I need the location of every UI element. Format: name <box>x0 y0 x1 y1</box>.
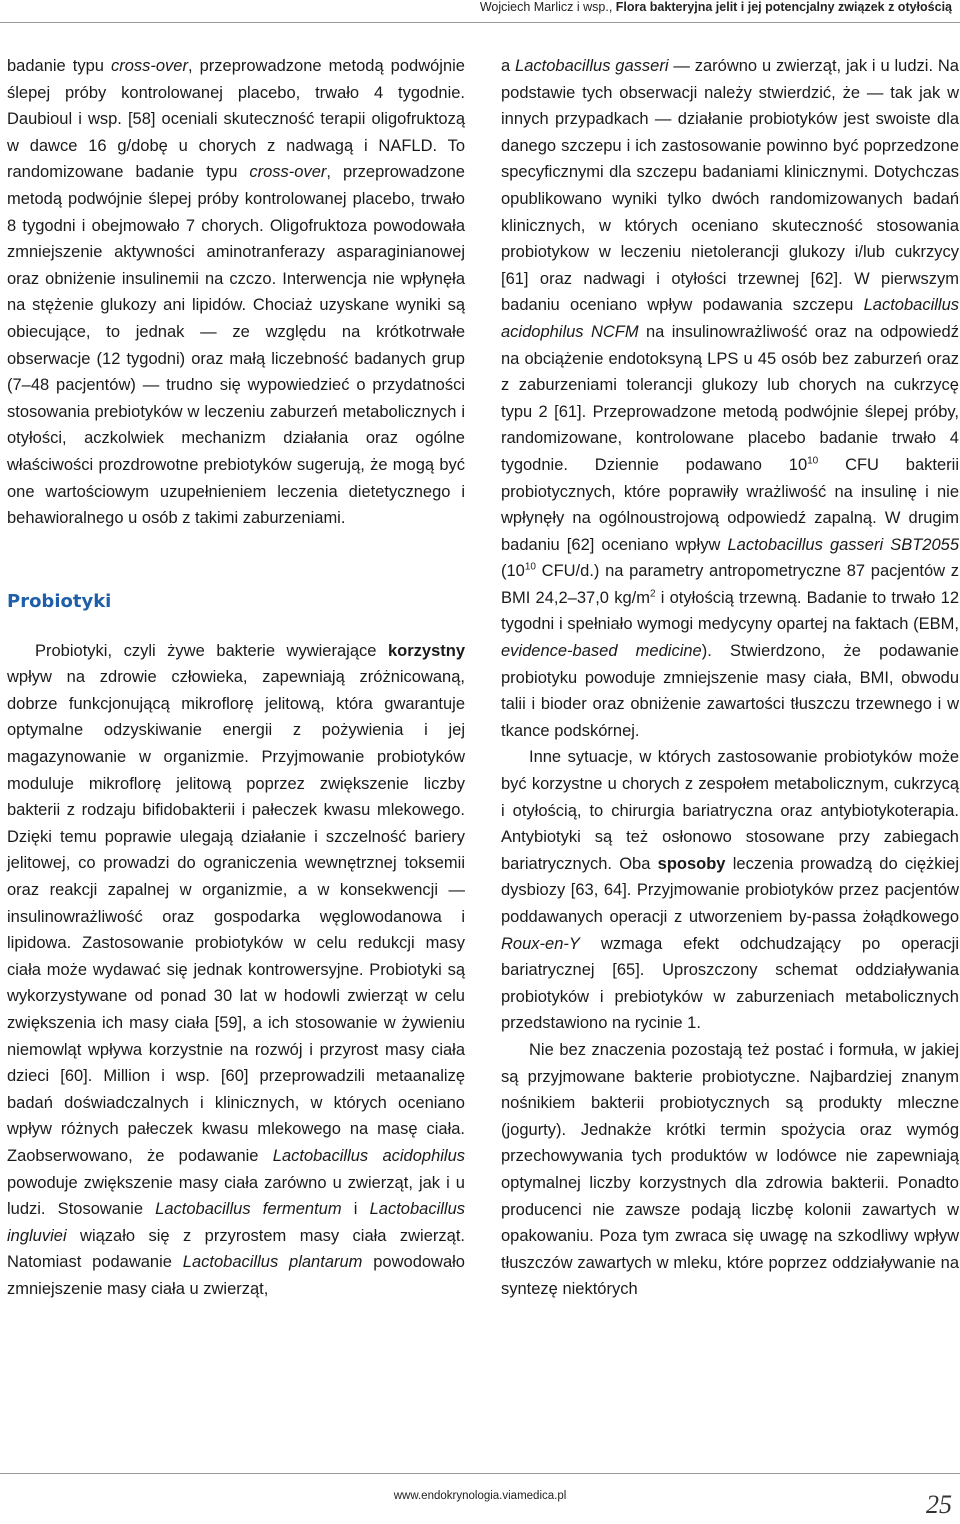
body-paragraph: a Lactobacillus gasseri — zarówno u zwierząt, jak i u ludzi. Na podstawie tych obserwacji należy stwierdzić, że — tak jak w innych przypadkach — działanie probiotyków jest swoiste dla danego szczepu i ich zastosowanie powinno być poprzedzone specyficznymi dla szczepu badaniami klinicznymi. Dotychczas opublikowano wyniki tylko dwóch randomizowanych badań klinicznych, w których oceniano skuteczność stosowania probiotykow w leczeniu nietolerancji glukozy i/lub cukrzycy [61] oraz nadwagi i otyłości trzewnej [62]. W pierwszym badaniu oceniano wpływ podawania szczepu Lactobacillus acidophilus NCFM na insulinowrażliwość oraz na odpowiedź na obciążenie endotoksyną LPS u 45 osób bez zaburzeń oraz z zaburzeniami tolerancji glukozy lub chorych na cukrzycę typu 2 [61]. Przeprowadzone metodą podwójnie ślepej próby, randomizowane, kontrolowane placebo badanie trwało 4 tygodnie. Dziennie podawano $10^{10}$ CFU bakterii probiotycznych, które poprawiły wrażliwość na insulinę i nie wpłynęły na ogólnoustrojową odpowiedź zapalną. W drugim badaniu [62] oceniano wpływ Lactobacillus gasseri SBT2055 ($10^{10}$ CFU/d.) na parametry antropometryczne 87 pacjentów z BMI 24,2–37,0 $kg/m^2$ i otyłością trzewną. Badanie to trwało 12 tygodni i spełniało wymogi medycyny opartej na faktach (EBM, evidence-based medicine). Stwierdzono, że podawanie probiotyku powoduje zmniejszenie masy ciała, BMI, obwodu talii i bioder oraz obniżenie zawartości tłuszczu trzewnego i w tkance podskórnej. <box>501 57 960 740</box>
body-paragraph: Inne sytuacje, w których zastosowanie probiotyków może być korzystne u chorych z zespołem metabolicznym, cukrzycą i otyłością, to chirurgia bariatryczna oraz antybiotykoterapia. Antybiotyki są też osłonowo stosowane przy zabiegach bariatrycznych. Oba sposoby leczenia prowadzą do ciężkiej dysbiozy [63, 64]. Przyjmowanie probiotyków przez pacjentów poddawanych operacji z utworzeniem by-passa żołądkowego Roux-en-Y wzmaga efekt odchudzający po operacji bariatrycznej [65]. Uproszczony schemat oddziaływania probiotyków i prebiotyków w zaburzeniach metabolicznych przedstawiono na rycinie 1. <box>501 748 960 1033</box>
header-authors: Wojciech Marlicz i wsp. <box>479 0 609 14</box>
section-heading-probiotyki: Probiotyki <box>7 590 112 612</box>
footer-divider <box>0 1473 960 1474</box>
body-paragraph: Probiotyki, czyli żywe bakterie wywierające korzystny wpływ na zdrowie człowieka, zapewniają zróżnicowaną, dobrze funkcjonującą mikroflorę jelitową, która gwarantuje optymalne odzyskiwanie energii z pożywienia i jej magazynowanie w organizmie. Przyjmowanie probiotyków moduluje mikroflorę jelitową poprzez zwiększenie liczby bakterii z rodzaju bifidobakterii i pałeczek kwasu mlekowego. Dzięki temu poprawie ulegają działanie i szczelność bariery jelitowej, co prowadzi do ograniczenia wewnętrznej toksemii oraz reakcji zapalnej w organizmie, a w konsekwencji — insulinowrażliwość oraz gospodarka węglowodanowa i lipidowa. Zastosowanie probiotyków w celu redukcji masy ciała może wydawać się jednak kontrowersyjne. Probiotyki są wykorzystywane od ponad 30 lat w hodowli zwierząt w celu zwiększenia ich masy ciała [59], a ich stosowanie w żywieniu niemowląt wpływa korzystnie na rozwój i przyrost masy ciała dzieci [60]. Million i wsp. [60] przeprowadzili metaanalizę badań doświadczalnych i klinicznych, w których oceniano wpływ różnych pałeczek kwasu mlekowego na masę ciała. Zaobserwowano, że podawanie Lactobacillus acidophilus powoduje zwiększenie masy ciała zarówno u zwierząt, jak i u ludzi. Stosowanie Lactobacillus fermentum i Lactobacillus ingluviei wiązało się z przyrostem masy ciała zwierząt. Natomiast podawanie Lactobacillus plantarum powodowało zmniejszenie masy ciała u zwierząt, <box>7 641 465 1298</box>
header-separator: , <box>608 0 616 14</box>
running-header <box>480 0 952 14</box>
page-number: 25 <box>926 1490 952 1519</box>
header-divider <box>0 22 960 23</box>
footer-url: www.endokrynologia.viamedica.pl <box>393 1490 567 1502</box>
body-paragraph: badanie typu cross-over, przeprowadzone metodą podwójnie ślepej próby kontrolowanej placebo, trwało 4 tygodnie. Daubioul i wsp. [58] oceniali skuteczność terapii oligofruktozą w dawce 16 g/dobę u chorych z nadwagą i NAFLD. To randomizowane badanie typu cross-over, przeprowadzone metodą podwójnie ślepej próby kontrolowanej placebo, trwało 8 tygodni i obejmowało 7 chorych. Oligofruktoza powodowała zmniejszenie aktywności aminotranferazy asparaginianowej oraz obniżenie insulinemii na czczo. Interwencja nie wpłynęła na stężenie glukozy ani lipidów. Chociaż uzyskane wyniki są obiecujące, to jednak — ze względu na krótkotrwałe obserwacje (12 tygodni) oraz małą liczebność badanych grup (7–48 pacjentów) — trudno się wypowiedzieć o przydatności stosowania prebiotyków w leczeniu zaburzeń metabolicznych i otyłości, aczkolwiek mechanizm działania oraz ogólne właściwości prozdrowotne prebiotyków sugerują, że mogą być one wartościowym uzupełnieniem leczenia dietetycznego i behawioralnego u osób z takimi zaburzeniami. <box>7 57 465 528</box>
left-column <box>7 53 465 1303</box>
body-paragraph: Nie bez znaczenia pozostają też postać i formuła, w jakiej są przyjmowane bakterie probiotyczne. Najbardziej znanym nośnikiem bakterii probiotycznych są produkty mleczne (jogurty). Jednakże krótki termin spożycia oraz wymóg przechowywania tych produktów w lodówce nie zapewniają optymalnej liczby korzystnych dla zdrowia bakterii. Ponadto producenci nie zawsze podają liczbę kolonii zawartych w opakowaniu. Poza tym zwraca się uwagę na szkodliwy wpływ tłuszczów zawartych w mleku, które poprzez oddziaływanie na syntezę niektórych <box>501 1040 959 1299</box>
header-article-title: Flora bakteryjna jelit i jej potencjalny związek z otyłością <box>615 0 952 14</box>
right-column <box>501 53 959 1303</box>
